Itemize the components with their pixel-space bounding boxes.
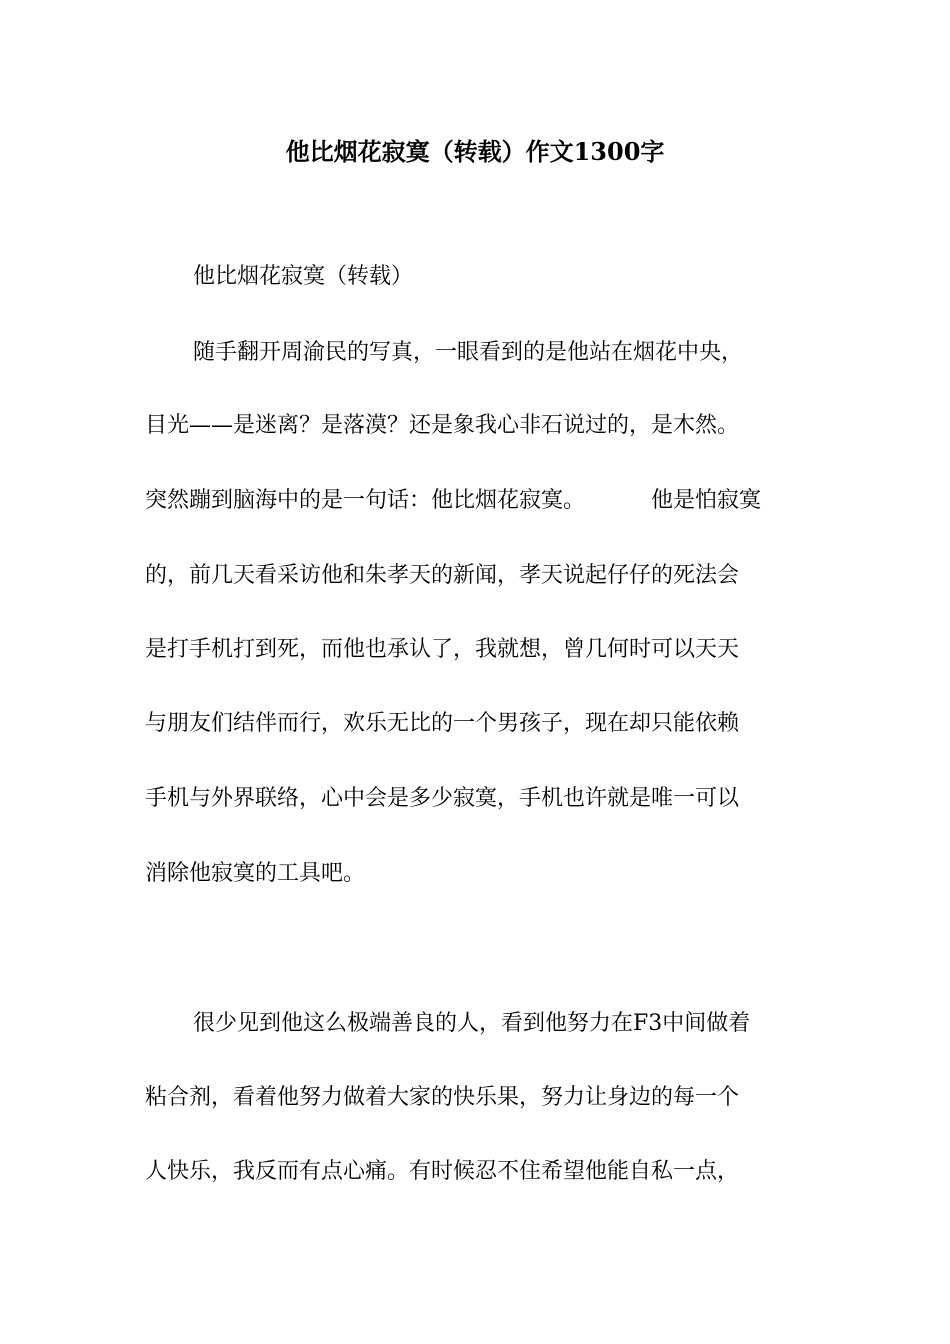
paragraph-1-line-3-part-a: 突然蹦到脑海中的是一句话：他比烟花寂寞。 (145, 488, 586, 513)
paragraph-1-line-4: 的，前几天看采访他和朱孝天的新闻，孝天说起仔仔的死法会 (145, 563, 740, 588)
paragraph-1-line-6: 与朋友们结伴而行，欢乐无比的一个男孩子，现在却只能依赖 (145, 711, 740, 736)
paragraph-1-line-3 (145, 486, 761, 516)
paragraph-1-line-3-part-b: 他是怕寂寞 (651, 488, 762, 513)
paragraph-2-line-3: 人快乐，我反而有点心痛。有时候忍不住希望他能自私一点， (145, 1159, 740, 1184)
article-subtitle: 他比烟花寂寞（转载） (193, 264, 414, 289)
paragraph-1-line-7: 手机与外界联络，心中会是多少寂寞，手机也许就是唯一可以 (145, 786, 740, 811)
paragraph-1-line-1: 随手翻开周渝民的写真，一眼看到的是他站在烟花中央， (193, 340, 744, 365)
paragraph-2-line-2: 粘合剂，看着他努力做着大家的快乐果，努力让身边的每一个 (145, 1085, 740, 1110)
document-title: 他比烟花寂寞（转载）作文1300字 (285, 137, 665, 166)
paragraph-1-line-5: 是打手机打到死，而他也承认了，我就想，曾几何时可以天天 (145, 637, 740, 662)
paragraph-2-line-1: 很少见到他这么极端善良的人，看到他努力在F3中间做着 (193, 1011, 751, 1036)
paragraph-1-line-8: 消除他寂寞的工具吧。 (145, 861, 366, 886)
paragraph-1-line-2: 目光——是迷离？是落漠？还是象我心非石说过的，是木然。 (145, 413, 740, 438)
